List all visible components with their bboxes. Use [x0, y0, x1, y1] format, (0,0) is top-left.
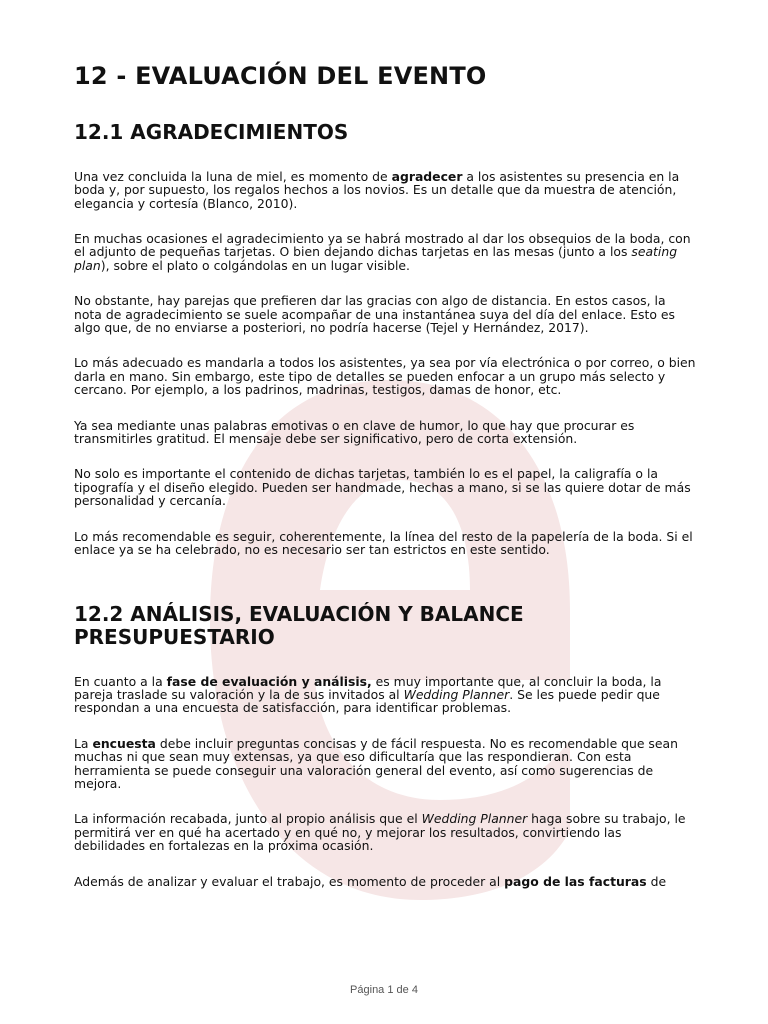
paragraph: Ya sea mediante unas palabras emotivas o en clave de humor, lo que hay que procurar es transmitirles gratitud. El mensaje debe ser significativo, pero de corta extensión. [74, 417, 635, 447]
paragraph: No obstante, hay parejas que prefieren dar las gracias con algo de distancia. En estos casos, la nota de agradecimiento se suele acompañar de una instantánea suya del día del enlace. Esto es algo que, de no enviarse a posteriori, no podría hacerse (Tejel y Hernández, 2017). [74, 293, 675, 336]
paragraph: En cuanto a la fase de evaluación y análisis, es muy importante que, al concluir la boda, la pareja traslade su valoración y la de sus invitados al Wedding Planner. Se les puede pedir que respondan a una encuesta de satisfacción, para identificar problemas. [74, 673, 662, 716]
bold-text: pago de las facturas [504, 873, 647, 889]
bold-text: encuesta [92, 735, 156, 751]
paragraph: La encuesta debe incluir preguntas concisas y de fácil respuesta. No es recomendable que sean muchas ni que sean muy extensas, ya que eso dificultaría que las respondieran. Con esta herramienta se puede conseguir una valoración general del evento, así como sugerencias de mejora. [74, 735, 678, 791]
document-page [74, 62, 696, 910]
paragraph: La información recabada, junto al propio análisis que el Wedding Planner haga sobre su trabajo, le permitirá ver en qué ha acertado y en qué no, y mejorar los resultados, convirtiendo las debilidades en fortalezas en la próxima ocasión. [74, 811, 686, 854]
paragraph: Lo más recomendable es seguir, coherentemente, la línea del resto de la papelería de la boda. Si el enlace ya se ha celebrado, no es necesario ser tan estrictos en este sentido. [74, 528, 693, 558]
bold-text: fase de evaluación y análisis, [166, 673, 372, 689]
paragraph: En muchas ocasiones el agradecimiento ya se habrá mostrado al dar los obsequios de la boda, con el adjunto de pequeñas tarjetas. O bien dejando dichas tarjetas en las mesas (junto a los seating plan), sobre el plato o colgándolas en un lugar visible. [74, 231, 691, 273]
italic-text: Wedding Planner [403, 686, 510, 702]
italic-text: Wedding Planner [421, 811, 528, 827]
bold-text: agradecer [391, 168, 463, 184]
italic-text: seating plan [74, 244, 678, 273]
paragraph: Una vez concluida la luna de miel, es momento de agradecer a los asistentes su presencia en la boda y, por supuesto, los regalos hechos a los novios. Es un detalle que da muestra de atención, elegancia y cortesía (Blanco, 2010). [74, 168, 680, 211]
section-heading-agradecimientos: 12.1 AGRADECIMIENTOS [74, 119, 349, 144]
paragraph: Además de analizar y evaluar el trabajo, es momento de proceder al pago de las facturas de [74, 873, 667, 889]
page-title: 12 - EVALUACIÓN DEL EVENTO [74, 62, 487, 90]
page-number-footer: Página 1 de 4 [350, 984, 418, 996]
paragraph: Lo más adecuado es mandarla a todos los asistentes, ya sea por vía electrónica o por correo, o bien darla en mano. Sin embargo, este tipo de detalles se pueden enfocar a un grupo más selecto y cercano. Por ejemplo, a los padrinos, madrinas, testigos, damas de honor, etc. [74, 355, 696, 398]
paragraph: No solo es importante el contenido de dichas tarjetas, también lo es el papel, la caligrafía o la tipografía y el diseño elegido. Pueden ser handmade, hechas a mano, si se las quiere dotar de más personalidad y cercanía. [74, 466, 691, 509]
section-heading-analisis: 12.2 ANÁLISIS, EVALUACIÓN Y BALANCE PRESUPUESTARIO [74, 601, 524, 649]
